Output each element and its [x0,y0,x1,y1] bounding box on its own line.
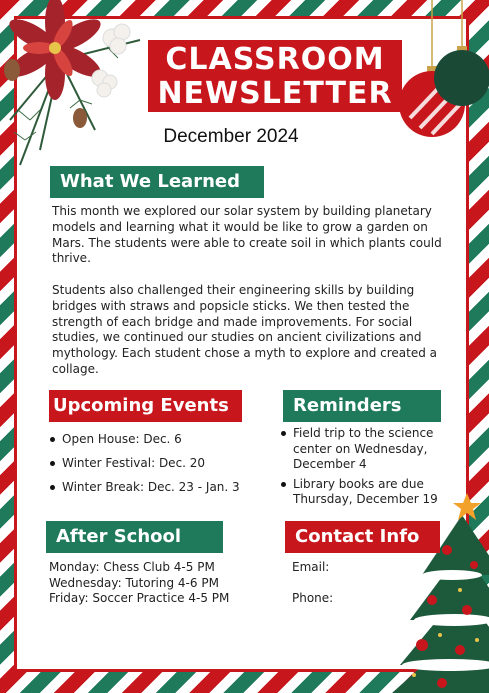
events-heading: Upcoming Events [49,390,242,422]
ornament-icon [396,0,489,145]
learned-paragraph-2: Students also challenged their engineering skills by building bridges with straws and popsicle sticks. We then tested the strength of each bridge and made improvements. For social studies, we continued our studies on ancient civilizations and mythology. Each student chose a myth to explore and created a collage. [52,283,438,376]
reminders-heading: Reminders [283,390,441,422]
reminders-list [293,426,453,512]
learned-heading: What We Learned [50,166,264,198]
after-school-list [49,560,279,607]
list-item: Open House: Dec. 6 [62,432,282,456]
list-item: Library books are due Thursday, December 19 [293,477,453,508]
contact-email-label: Email: [292,560,330,574]
events-list [62,432,282,504]
list-item: Field trip to the science center on Wednesday, December 4 [293,426,453,473]
list-item: Monday: Chess Club 4-5 PM [49,560,215,574]
newsletter-date: December 2024 [163,126,299,147]
contact-heading: Contact Info [285,521,440,553]
list-item: Friday: Soccer Practice 4-5 PM [49,591,230,605]
star-icon [452,492,482,522]
title-line-1: CLASSROOM [165,42,385,77]
poinsettia-icon [0,0,150,170]
list-item: Winter Festival: Dec. 20 [62,456,282,480]
learned-paragraph-1: This month we explored our solar system by building planetary models and learning what it would be like to grow a garden on Mars. The students were able to create soil in which plants could thrive. [52,204,442,266]
title-line-2: NEWSLETTER [157,76,393,111]
list-item: Winter Break: Dec. 23 - Jan. 3 [62,480,282,504]
list-item: Wednesday: Tutoring 4-6 PM [49,575,219,590]
newsletter-title [148,40,402,112]
contact-phone-label: Phone: [292,591,334,605]
after-school-heading: After School [46,521,223,553]
